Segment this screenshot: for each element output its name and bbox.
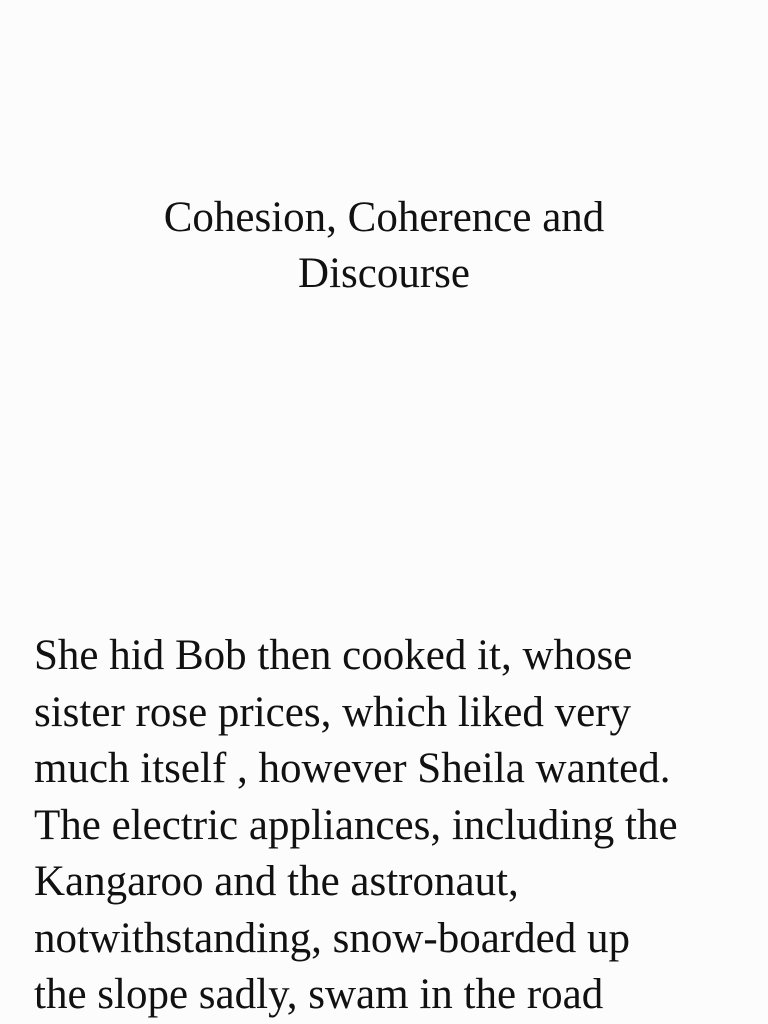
body-line: Kangaroo and the astronaut, <box>34 858 519 905</box>
page-title <box>0 190 768 302</box>
body-line: sister rose prices, which liked very <box>34 688 632 736</box>
body-line: notwithstanding, snow-boarded up <box>34 914 630 962</box>
title-line: Discourse <box>298 250 470 297</box>
body-line: the slope sadly, swam in the road <box>34 971 604 1018</box>
body-line: The electric appliances, including the <box>34 801 678 849</box>
title-line: Cohesion, Coherence and <box>163 194 605 241</box>
body-line: much itself , however Sheila wanted. <box>34 745 671 792</box>
body-line: She hid Bob then cooked it, whose <box>34 632 633 679</box>
body-paragraph <box>34 628 754 1024</box>
